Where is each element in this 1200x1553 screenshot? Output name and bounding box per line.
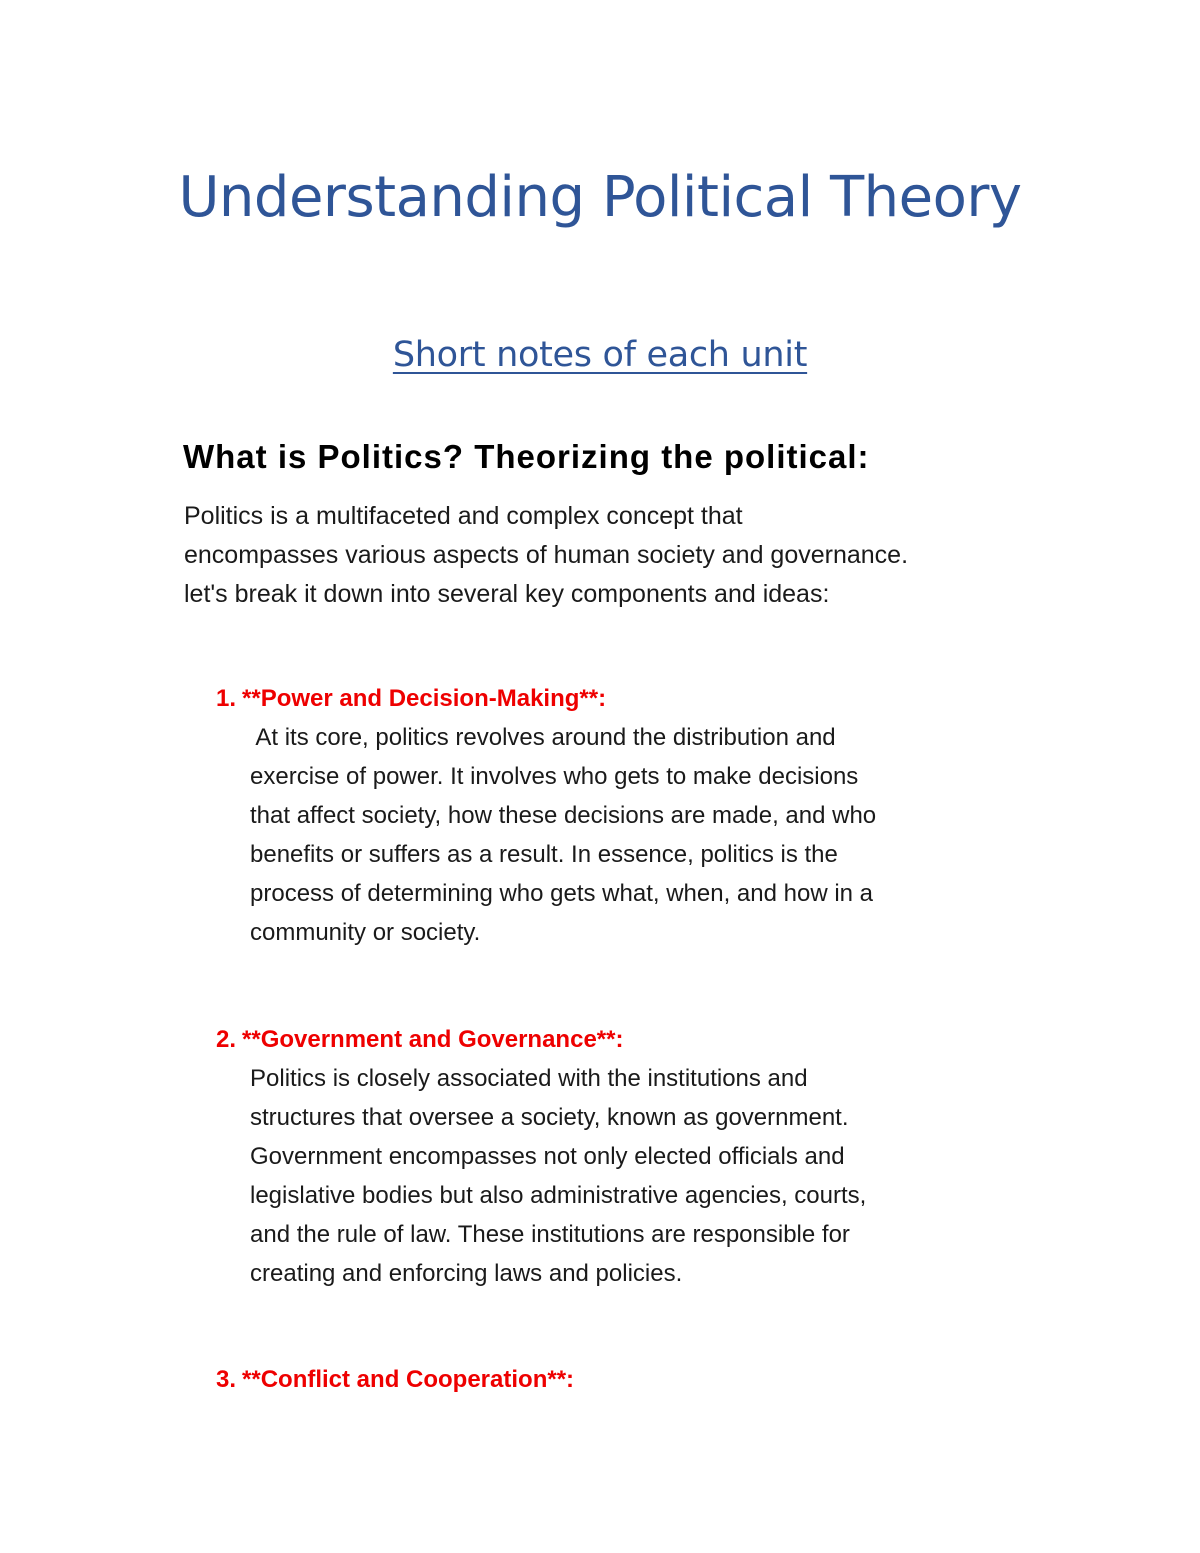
- intro-line: encompasses various aspects of human society and governance.: [184, 541, 909, 569]
- body-line: benefits or suffers as a result. In essence, politics is the: [250, 841, 838, 868]
- body-line: exercise of power. It involves who gets to make decisions: [250, 763, 859, 790]
- list-item-number: 2.: [216, 1026, 237, 1053]
- section-heading: What is Politics? Theorizing the political:: [183, 438, 870, 475]
- body-line: legislative bodies but also administrative agencies, courts,: [250, 1182, 867, 1209]
- document-title: Understanding Political Theory: [178, 165, 1022, 230]
- list-item-title: **Government and Governance**:: [242, 1026, 624, 1053]
- list-item-body-government: [250, 1059, 1110, 1293]
- intro-paragraph: [184, 497, 1064, 614]
- body-line: process of determining who gets what, when, and how in a: [250, 880, 874, 907]
- body-line: Politics is closely associated with the institutions and: [250, 1065, 808, 1092]
- list-item-title: **Power and Decision-Making**:: [242, 685, 607, 712]
- body-line: Government encompasses not only elected officials and: [250, 1143, 845, 1170]
- body-line: creating and enforcing laws and policies.: [250, 1260, 683, 1287]
- list-item-title: **Conflict and Cooperation**:: [242, 1366, 575, 1393]
- list-item-number: 3.: [216, 1366, 237, 1393]
- body-line: that affect society, how these decisions are made, and who: [250, 802, 877, 829]
- list-item-heading-power: [216, 680, 1116, 718]
- document-subtitle-text: Short notes of each unit: [392, 335, 808, 375]
- list-item-body-power: [250, 718, 1110, 952]
- body-line: and the rule of law. These institutions are responsible for: [250, 1221, 850, 1248]
- body-line: structures that oversee a society, known as government.: [250, 1104, 849, 1131]
- list-item-number: 1.: [216, 685, 237, 712]
- document-subtitle: [0, 330, 1200, 380]
- body-line: community or society.: [250, 919, 481, 946]
- intro-line: Politics is a multifaceted and complex concept that: [184, 502, 743, 530]
- list-item-heading-conflict: [216, 1361, 1116, 1399]
- intro-line: let's break it down into several key components and ideas:: [184, 580, 830, 608]
- list-item-heading-government: [216, 1021, 1116, 1059]
- body-line: At its core, politics revolves around the distribution and: [250, 724, 836, 751]
